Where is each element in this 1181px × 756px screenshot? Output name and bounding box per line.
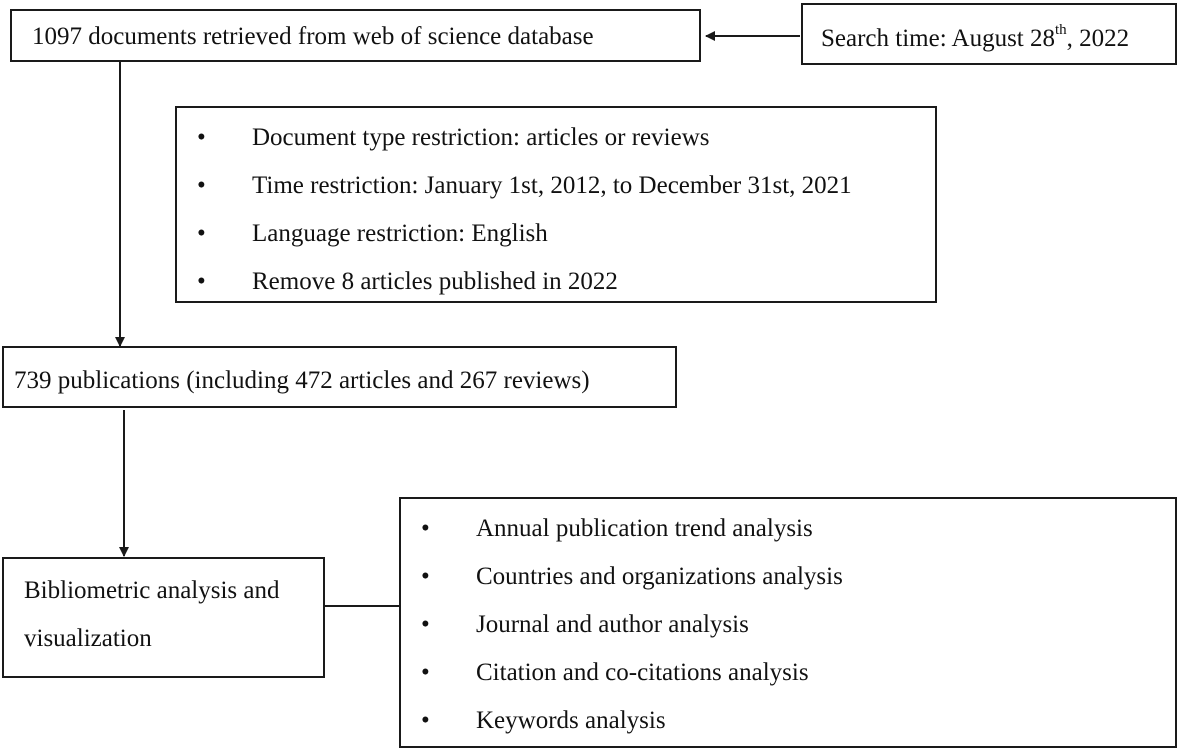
search-time-text [821,22,1130,52]
restrictions-box [175,106,937,303]
retrieved-documents-text: 1097 documents retrieved from web of science database [32,23,594,50]
analysis-label: Journal and author analysis [476,611,749,638]
bullet-icon: • [197,124,206,151]
search-time-prefix: Search time: August 28 [821,25,1055,52]
restriction-label: Remove 8 articles published in 2022 [252,268,618,295]
search-time-suffix: , 2022 [1066,25,1130,52]
retrieved-documents-box [10,9,701,62]
analysis-label: Citation and co-citations analysis [476,659,809,686]
bullet-icon: • [197,220,206,247]
bibliometric-line1: Bibliometric analysis and [24,577,280,604]
publications-box [2,346,677,408]
bullet-icon: • [421,515,430,542]
publications-text: 739 publications (including 472 articles and 267 reviews) [14,367,590,394]
analyses-box [399,497,1177,748]
bibliometric-box [2,557,325,678]
restriction-label: Time restriction: January 1st, 2012, to December 31st, 2021 [252,172,852,199]
bullet-icon: • [197,172,206,199]
bullet-icon: • [421,563,430,590]
bullet-icon: • [421,659,430,686]
search-time-superscript: th [1055,22,1067,38]
bibliometric-line2: visualization [24,625,152,652]
analysis-label: Countries and organizations analysis [476,563,843,590]
search-time-box [801,3,1177,65]
analysis-label: Annual publication trend analysis [476,515,813,542]
bullet-icon: • [421,707,430,734]
restriction-label: Document type restriction: articles or reviews [252,124,710,151]
bullet-icon: • [421,611,430,638]
analysis-label: Keywords analysis [476,707,666,734]
restriction-label: Language restriction: English [252,220,548,247]
bullet-icon: • [197,268,206,295]
